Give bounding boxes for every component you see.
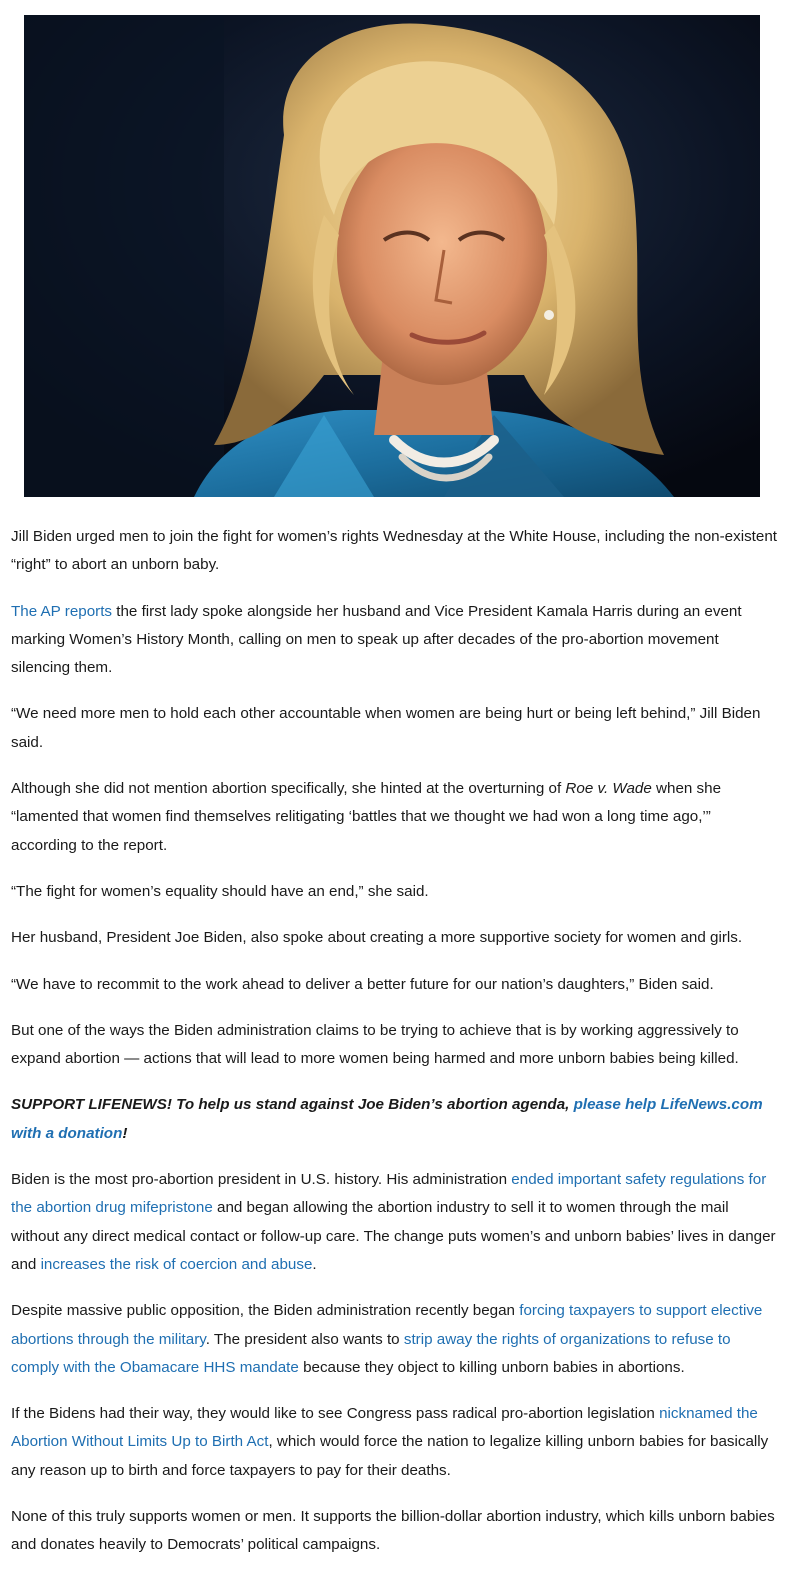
paragraph bbox=[11, 775, 777, 860]
portrait-photo-icon bbox=[24, 15, 760, 497]
coercion-link[interactable]: increases the risk of coercion and abuse bbox=[40, 1255, 313, 1273]
paragraph-text: None of this truly supports women or men. It supports the billion-dollar abortion industry, which kills unborn babies and donates heavily to Democrats’ political campaigns. bbox=[11, 1508, 775, 1554]
paragraph-text: . The president also wants to bbox=[205, 1330, 404, 1348]
support-callout bbox=[11, 1091, 777, 1148]
paragraph-text: Jill Biden urged men to join the fight for women’s rights Wednesday at the White House, including the non-existent “right” to abort an unborn baby. bbox=[11, 528, 777, 574]
paragraph bbox=[11, 1017, 777, 1074]
paragraph bbox=[11, 924, 777, 952]
paragraph bbox=[11, 1503, 777, 1560]
paragraph-text: ! bbox=[122, 1124, 128, 1142]
paragraph bbox=[11, 523, 777, 580]
mifepristone-link[interactable]: ended important safety regulations for the abortion drug mifepristone bbox=[11, 1171, 767, 1217]
paragraph-text: when she “lamented that women find themselves relitigating ‘battles that we thought we had won a long time ago,’” according to the report. bbox=[11, 780, 722, 854]
case-name: Roe v. Wade bbox=[565, 780, 652, 798]
paragraph-text: SUPPORT LIFENEWS! To help us stand against Joe Biden’s abortion agenda, bbox=[11, 1096, 574, 1114]
abortion-act-link[interactable]: nicknamed the Abortion Without Limits Up to Birth Act bbox=[11, 1405, 758, 1451]
paragraph bbox=[11, 1297, 777, 1382]
paragraph-text: and began allowing the abortion industry to sell it to women through the mail without any direct medical contact or follow-up care. The change puts women’s and unborn babies’ lives in danger and bbox=[11, 1199, 776, 1273]
paragraph-text: “We need more men to hold each other accountable when women are being hurt or being left behind,” Jill Biden said. bbox=[11, 705, 761, 751]
paragraph-text: “The fight for women’s equality should have an end,” she said. bbox=[11, 882, 429, 900]
paragraph-text: If the Bidens had their way, they would like to see Congress pass radical pro-abortion legislation bbox=[11, 1405, 660, 1423]
paragraph-text: Despite massive public opposition, the Biden administration recently began bbox=[11, 1302, 520, 1320]
paragraph-text: . bbox=[312, 1255, 317, 1273]
paragraph-text: Biden is the most pro-abortion president in U.S. history. His administration bbox=[11, 1171, 512, 1189]
paragraph bbox=[11, 1166, 777, 1279]
paragraph-text: the first lady spoke alongside her husband and Vice President Kamala Harris during an event marking Women’s History Month, calling on men to speak up after decades of the pro-abortion movement silencing them. bbox=[11, 602, 742, 677]
paragraph bbox=[11, 598, 777, 683]
paragraph bbox=[11, 700, 777, 757]
paragraph-text: , which would force the nation to legalize killing unborn babies for basically any reason up to birth and force taxpayers to pay for their deaths. bbox=[11, 1433, 769, 1479]
hhs-mandate-link[interactable]: strip away the rights of organizations to refuse to comply with the Obamacare HHS mandate bbox=[11, 1330, 731, 1376]
paragraph-text: But one of the ways the Biden administration claims to be trying to achieve that is by working aggressively to expand abortion — actions that will lead to more women being harmed and more unborn babies being killed. bbox=[11, 1021, 739, 1068]
paragraph bbox=[11, 1400, 777, 1485]
article-body bbox=[11, 523, 777, 1578]
hero-photo bbox=[24, 15, 760, 497]
paragraph-text: Her husband, President Joe Biden, also spoke about creating a more supportive society for women and girls. bbox=[11, 929, 743, 947]
donation-link[interactable]: please help LifeNews.com with a donation bbox=[11, 1096, 763, 1142]
ap-reports-link[interactable]: The AP reports bbox=[11, 602, 113, 620]
paragraph-text: Although she did not mention abortion specifically, she hinted at the overturning of bbox=[11, 780, 566, 798]
paragraph bbox=[11, 878, 777, 906]
paragraph-text: because they object to killing unborn babies in abortions. bbox=[298, 1358, 685, 1376]
paragraph-text: “We have to recommit to the work ahead to deliver a better future for our nation’s daughters,” Biden said. bbox=[11, 975, 714, 993]
paragraph bbox=[11, 971, 777, 999]
military-link[interactable]: forcing taxpayers to support elective abortions through the military bbox=[11, 1302, 763, 1348]
